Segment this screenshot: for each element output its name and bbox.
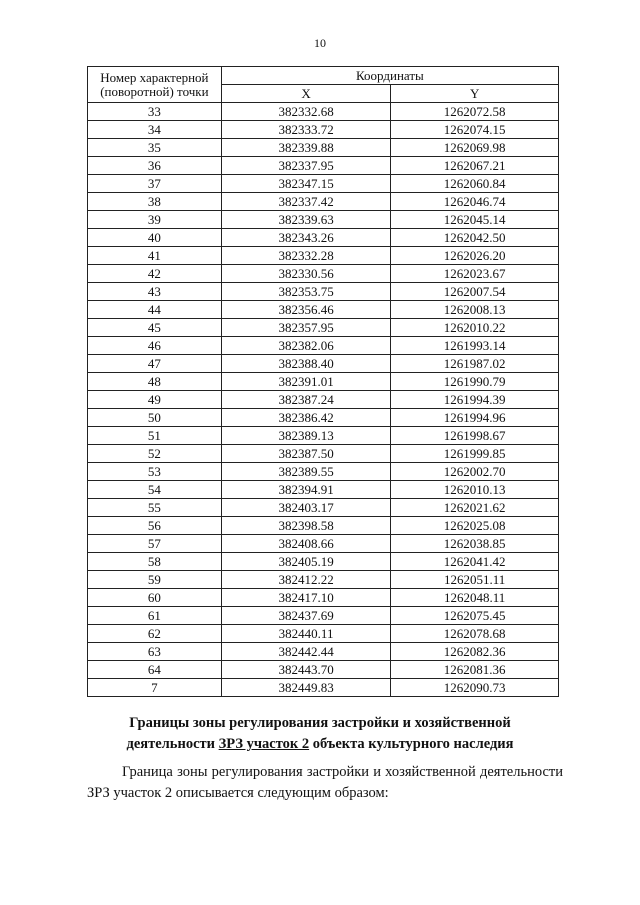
table-row xyxy=(88,643,559,661)
x-cell: 382443.70 xyxy=(221,661,391,679)
x-cell: 382394.91 xyxy=(221,481,391,499)
y-cell: 1262082.36 xyxy=(391,643,559,661)
point-number-cell: 54 xyxy=(88,481,222,499)
y-cell: 1261993.14 xyxy=(391,337,559,355)
point-number-cell: 7 xyxy=(88,679,222,697)
y-cell: 1262075.45 xyxy=(391,607,559,625)
y-cell: 1262041.42 xyxy=(391,553,559,571)
header-point-number: Номер характерной (поворотной) точки xyxy=(88,67,222,103)
x-cell: 382387.24 xyxy=(221,391,391,409)
x-cell: 382387.50 xyxy=(221,445,391,463)
point-number-cell: 50 xyxy=(88,409,222,427)
point-number-cell: 47 xyxy=(88,355,222,373)
y-cell: 1262002.70 xyxy=(391,463,559,481)
y-cell: 1262021.62 xyxy=(391,499,559,517)
y-cell: 1261998.67 xyxy=(391,427,559,445)
y-cell: 1261994.96 xyxy=(391,409,559,427)
page-number: 10 xyxy=(314,36,326,50)
heading-line-1: Границы зоны регулирования застройки и хозяйственной xyxy=(129,715,511,731)
y-cell: 1262010.22 xyxy=(391,319,559,337)
x-cell: 382389.55 xyxy=(221,463,391,481)
section-heading xyxy=(60,713,580,755)
x-cell: 382386.42 xyxy=(221,409,391,427)
header-x: X xyxy=(221,85,391,103)
x-cell: 382332.28 xyxy=(221,247,391,265)
table-row xyxy=(88,229,559,247)
x-cell: 382389.13 xyxy=(221,427,391,445)
y-cell: 1262008.13 xyxy=(391,301,559,319)
point-number-cell: 46 xyxy=(88,337,222,355)
table-row xyxy=(88,319,559,337)
table-row xyxy=(88,607,559,625)
y-cell: 1262081.36 xyxy=(391,661,559,679)
x-cell: 382449.83 xyxy=(221,679,391,697)
point-number-cell: 55 xyxy=(88,499,222,517)
table-row xyxy=(88,679,559,697)
y-cell: 1261987.02 xyxy=(391,355,559,373)
point-number-cell: 42 xyxy=(88,265,222,283)
coordinates-table xyxy=(87,66,559,697)
point-number-cell: 58 xyxy=(88,553,222,571)
y-cell: 1262046.74 xyxy=(391,193,559,211)
point-number-cell: 35 xyxy=(88,139,222,157)
point-number-cell: 53 xyxy=(88,463,222,481)
table-row xyxy=(88,157,559,175)
point-number-cell: 40 xyxy=(88,229,222,247)
point-number-cell: 39 xyxy=(88,211,222,229)
y-cell: 1262074.15 xyxy=(391,121,559,139)
table-row xyxy=(88,409,559,427)
x-cell: 382403.17 xyxy=(221,499,391,517)
point-number-cell: 52 xyxy=(88,445,222,463)
x-cell: 382339.63 xyxy=(221,211,391,229)
table-row xyxy=(88,355,559,373)
heading-zone-name: ЗРЗ участок 2 xyxy=(218,736,310,752)
heading-line-2 xyxy=(60,734,580,755)
table-row xyxy=(88,301,559,319)
table-row xyxy=(88,535,559,553)
heading-line-2-prefix: деятельности xyxy=(126,736,219,752)
table-row xyxy=(88,265,559,283)
point-number-cell: 61 xyxy=(88,607,222,625)
table-row xyxy=(88,625,559,643)
y-cell: 1261999.85 xyxy=(391,445,559,463)
y-cell: 1262026.20 xyxy=(391,247,559,265)
y-cell: 1261990.79 xyxy=(391,373,559,391)
y-cell: 1262060.84 xyxy=(391,175,559,193)
y-cell: 1262038.85 xyxy=(391,535,559,553)
point-number-cell: 62 xyxy=(88,625,222,643)
x-cell: 382408.66 xyxy=(221,535,391,553)
table-row xyxy=(88,499,559,517)
table-row xyxy=(88,121,559,139)
x-cell: 382357.95 xyxy=(221,319,391,337)
x-cell: 382382.06 xyxy=(221,337,391,355)
x-cell: 382330.56 xyxy=(221,265,391,283)
point-number-cell: 33 xyxy=(88,103,222,121)
table-row xyxy=(88,211,559,229)
x-cell: 382405.19 xyxy=(221,553,391,571)
table-row xyxy=(88,391,559,409)
x-cell: 382440.11 xyxy=(221,625,391,643)
table-row xyxy=(88,337,559,355)
point-number-cell: 44 xyxy=(88,301,222,319)
y-cell: 1262051.11 xyxy=(391,571,559,589)
y-cell: 1261994.39 xyxy=(391,391,559,409)
point-number-cell: 45 xyxy=(88,319,222,337)
header-coordinates: Координаты xyxy=(221,67,558,85)
point-number-cell: 37 xyxy=(88,175,222,193)
y-cell: 1262007.54 xyxy=(391,283,559,301)
point-number-cell: 41 xyxy=(88,247,222,265)
y-cell: 1262067.21 xyxy=(391,157,559,175)
table-row xyxy=(88,463,559,481)
y-cell: 1262042.50 xyxy=(391,229,559,247)
table-row xyxy=(88,661,559,679)
heading-line-2-suffix: объекта культурного наследия xyxy=(309,736,514,752)
point-number-cell: 36 xyxy=(88,157,222,175)
x-cell: 382339.88 xyxy=(221,139,391,157)
point-number-cell: 38 xyxy=(88,193,222,211)
y-cell: 1262048.11 xyxy=(391,589,559,607)
point-number-cell: 43 xyxy=(88,283,222,301)
point-number-cell: 49 xyxy=(88,391,222,409)
x-cell: 382388.40 xyxy=(221,355,391,373)
x-cell: 382412.22 xyxy=(221,571,391,589)
y-cell: 1262025.08 xyxy=(391,517,559,535)
table-row xyxy=(88,175,559,193)
y-cell: 1262069.98 xyxy=(391,139,559,157)
point-number-cell: 34 xyxy=(88,121,222,139)
x-cell: 382417.10 xyxy=(221,589,391,607)
point-number-cell: 63 xyxy=(88,643,222,661)
table-row xyxy=(88,589,559,607)
y-cell: 1262045.14 xyxy=(391,211,559,229)
x-cell: 382356.46 xyxy=(221,301,391,319)
x-cell: 382337.95 xyxy=(221,157,391,175)
x-cell: 382442.44 xyxy=(221,643,391,661)
x-cell: 382398.58 xyxy=(221,517,391,535)
description-paragraph: Граница зоны регулирования застройки и хозяйственной деятельности ЗРЗ участок 2 описывается следующим образом: xyxy=(87,764,563,801)
x-cell: 382353.75 xyxy=(221,283,391,301)
x-cell: 382333.72 xyxy=(221,121,391,139)
point-number-cell: 60 xyxy=(88,589,222,607)
header-y: Y xyxy=(391,85,559,103)
table-row xyxy=(88,139,559,157)
table-row xyxy=(88,103,559,121)
y-cell: 1262010.13 xyxy=(391,481,559,499)
y-cell: 1262023.67 xyxy=(391,265,559,283)
x-cell: 382437.69 xyxy=(221,607,391,625)
x-cell: 382391.01 xyxy=(221,373,391,391)
x-cell: 382347.15 xyxy=(221,175,391,193)
table-row xyxy=(88,481,559,499)
table-row xyxy=(88,553,559,571)
table-row xyxy=(88,283,559,301)
table-row xyxy=(88,571,559,589)
x-cell: 382332.68 xyxy=(221,103,391,121)
table-row xyxy=(88,373,559,391)
point-number-cell: 57 xyxy=(88,535,222,553)
point-number-cell: 56 xyxy=(88,517,222,535)
y-cell: 1262078.68 xyxy=(391,625,559,643)
table-row xyxy=(88,247,559,265)
x-cell: 382343.26 xyxy=(221,229,391,247)
point-number-cell: 51 xyxy=(88,427,222,445)
table-row xyxy=(88,445,559,463)
table-row xyxy=(88,517,559,535)
y-cell: 1262090.73 xyxy=(391,679,559,697)
x-cell: 382337.42 xyxy=(221,193,391,211)
point-number-cell: 59 xyxy=(88,571,222,589)
y-cell: 1262072.58 xyxy=(391,103,559,121)
point-number-cell: 48 xyxy=(88,373,222,391)
point-number-cell: 64 xyxy=(88,661,222,679)
table-row xyxy=(88,193,559,211)
table-row xyxy=(88,427,559,445)
